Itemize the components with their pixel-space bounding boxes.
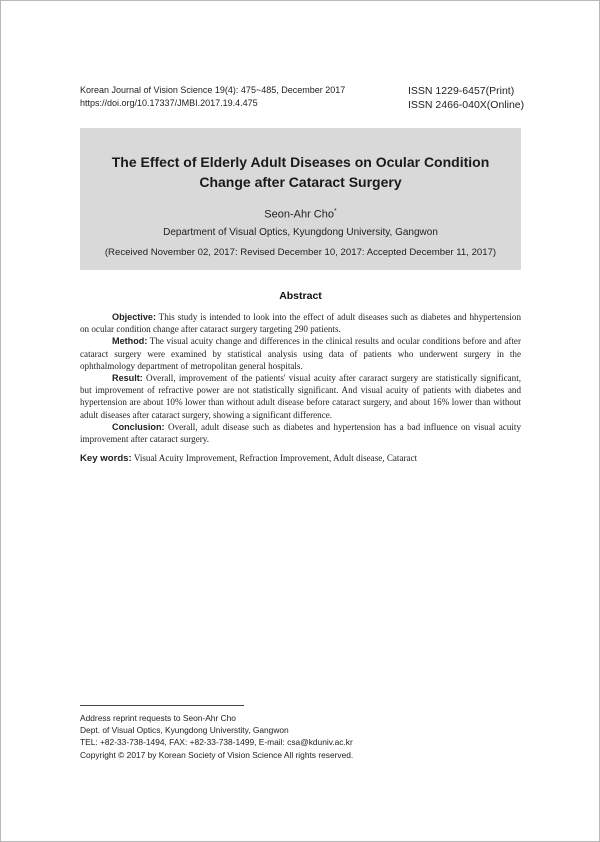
received-dates: (Received November 02, 2017: Revised December 10, 2017: Accepted December 11, 2017) — [104, 246, 497, 258]
journal-citation: Korean Journal of Vision Science 19(4): 475~485, December 2017 — [80, 85, 346, 95]
author-line — [80, 208, 521, 221]
conclusion-text: Overall, adult disease such as diabetes and hypertension has a bad influence on visual acuity improvement after cataract surgery. — [80, 421, 521, 445]
doi-link[interactable]: https://doi.org/10.17337/JMBI.2017.19.4.475 — [80, 98, 258, 108]
abstract-conclusion — [80, 421, 521, 445]
result-text: Overall, improvement of the patients' visual acuity after cararact surgery are statistically significant, but improvement of refractive power are not statistically significant. And visual acuity of patients with diabetes and hypertension are about 10% lower than without adult disease before cataract surgery, and about 16% lower than without adult diseases after cataract surgery, showing a significant difference. — [80, 373, 521, 420]
journal-info — [80, 84, 345, 110]
author-affiliation: Department of Visual Optics, Kyungdong University, Gangwon — [163, 226, 438, 238]
abstract-result — [80, 372, 521, 421]
abstract-objective — [80, 311, 521, 335]
issn-block — [408, 84, 524, 112]
keywords-text: Visual Acuity Improvement, Refraction Improvement, Adult disease, Cataract — [131, 453, 418, 464]
issn-print: ISSN 1229-6457(Print) — [408, 85, 515, 97]
footnote-contact: TEL: +82-33-738-1494, FAX: +82-33-738-1499, E-mail: csa@kduniv.ac.kr — [80, 737, 353, 748]
abstract-heading: Abstract — [279, 290, 322, 302]
footnote-copyright: Copyright © 2017 by Korean Society of Vision Science All rights reserved. — [80, 749, 354, 760]
abstract-method — [80, 335, 521, 372]
objective-text: This study is intended to look into the effect of adult diseases such as diabetes and hhypertension on ocular condition change after cataract surgery targeting 290 patients. — [80, 312, 521, 335]
footnote-divider — [80, 705, 244, 706]
footnote-dept: Dept. of Visual Optics, Kyungdong Universtity, Gangwon — [80, 725, 289, 736]
keywords — [80, 452, 521, 465]
title-box — [80, 128, 521, 270]
method-label: Method: — [112, 336, 148, 347]
author-mark: * — [333, 208, 337, 215]
abstract-body — [80, 311, 521, 465]
result-label: Result: — [112, 373, 143, 384]
method-text: The visual acuity change and differences in the clinical results and ocular conditions before and after cataract surgery were examined by statistical analysis using data of patients who underwent surgery in the ophthalmology department of metropolitan general hospitals. — [80, 336, 521, 371]
footnote — [80, 712, 353, 761]
issn-online: ISSN 2466-040X(Online) — [408, 99, 525, 111]
author-name: Seon-Ahr Cho — [264, 208, 334, 221]
paper-title — [80, 152, 521, 192]
title-line-1: The Effect of Elderly Adult Diseases on Ocular Condition — [111, 154, 490, 170]
title-line-2: Change after Cataract Surgery — [199, 174, 402, 190]
conclusion-label: Conclusion: — [112, 421, 165, 432]
keywords-label: Key words: — [80, 453, 132, 465]
objective-label: Objective: — [112, 312, 156, 322]
footnote-reprint: Address reprint requests to Seon-Ahr Cho — [80, 713, 236, 723]
